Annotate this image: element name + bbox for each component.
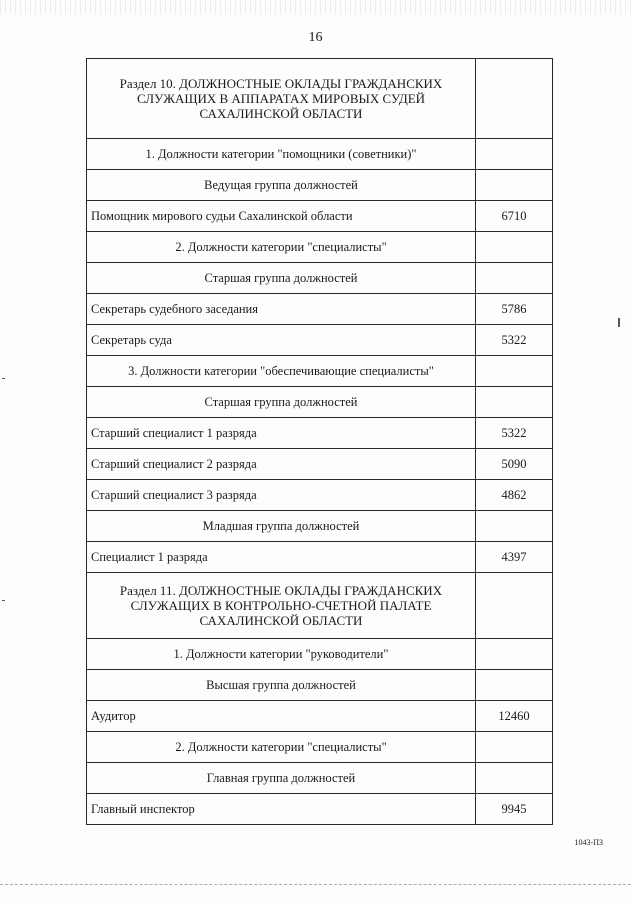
position-name: Главный инспектор (87, 794, 476, 825)
section-title-line: Раздел 10. ДОЛЖНОСТНЫЕ ОКЛАДЫ ГРАЖДАНСКИХ (119, 76, 443, 91)
salary-value (476, 763, 553, 794)
table-row (87, 387, 553, 418)
category-heading: 2. Должности категории "специалисты" (87, 732, 476, 763)
group-heading: Старшая группа должностей (87, 263, 476, 294)
document-code: 1043-ПЗ (574, 838, 603, 847)
salary-value: 5786 (476, 294, 553, 325)
table-row (87, 170, 553, 201)
section-title-line: Раздел 11. ДОЛЖНОСТНЫЕ ОКЛАДЫ ГРАЖДАНСКИХ (119, 583, 443, 598)
position-name: Старший специалист 2 разряда (87, 449, 476, 480)
salary-value (476, 263, 553, 294)
section-title-line: СЛУЖАЩИХ В КОНТРОЛЬНО-СЧЕТНОЙ ПАЛАТЕ (130, 598, 432, 613)
empty-value-cell (476, 573, 553, 639)
position-name: Старший специалист 3 разряда (87, 480, 476, 511)
group-heading: Главная группа должностей (87, 763, 476, 794)
salary-value (476, 511, 553, 542)
salary-value: 5090 (476, 449, 553, 480)
group-heading: Старшая группа должностей (87, 387, 476, 418)
salary-value (476, 387, 553, 418)
table-row (87, 670, 553, 701)
section-11-header-row (87, 573, 553, 639)
position-name: Специалист 1 разряда (87, 542, 476, 573)
empty-value-cell (476, 59, 553, 139)
table-row (87, 542, 553, 573)
category-heading: 1. Должности категории "помощники (советники)" (87, 139, 476, 170)
table-row (87, 294, 553, 325)
salary-value (476, 232, 553, 263)
group-heading: Младшая группа должностей (87, 511, 476, 542)
position-name: Аудитор (87, 701, 476, 732)
table-row (87, 356, 553, 387)
category-heading: 1. Должности категории "руководители" (87, 639, 476, 670)
section-title-line: СЛУЖАЩИХ В АППАРАТАХ МИРОВЫХ СУДЕЙ (136, 91, 426, 106)
table-row (87, 732, 553, 763)
salary-value (476, 356, 553, 387)
category-heading: 2. Должности категории "специалисты" (87, 232, 476, 263)
position-name: Старший специалист 1 разряда (87, 418, 476, 449)
table-row (87, 232, 553, 263)
salary-value: 6710 (476, 201, 553, 232)
table-row (87, 701, 553, 732)
category-heading: 3. Должности категории "обеспечивающие специалисты" (87, 356, 476, 387)
group-heading: Ведущая группа должностей (87, 170, 476, 201)
scan-mark (2, 600, 5, 601)
section-title-line: САХАЛИНСКОЙ ОБЛАСТИ (199, 106, 363, 121)
table-row (87, 763, 553, 794)
position-name: Секретарь суда (87, 325, 476, 356)
table-row (87, 325, 553, 356)
position-name: Помощник мирового судьи Сахалинской области (87, 201, 476, 232)
table-row (87, 201, 553, 232)
group-heading: Высшая группа должностей (87, 670, 476, 701)
table-row (87, 418, 553, 449)
table-row (87, 794, 553, 825)
table-row (87, 449, 553, 480)
salary-value (476, 139, 553, 170)
salary-value: 12460 (476, 701, 553, 732)
scan-mark (618, 318, 620, 327)
section-11-title (87, 573, 476, 639)
position-name: Секретарь судебного заседания (87, 294, 476, 325)
table-row (87, 480, 553, 511)
salary-value: 4862 (476, 480, 553, 511)
salary-value (476, 670, 553, 701)
table-row (87, 511, 553, 542)
section-10-header-row (87, 59, 553, 139)
salary-value: 5322 (476, 325, 553, 356)
salary-value: 9945 (476, 794, 553, 825)
scan-noise-top (0, 0, 631, 14)
salary-value (476, 732, 553, 763)
section-title-line: САХАЛИНСКОЙ ОБЛАСТИ (199, 613, 363, 628)
scan-mark (2, 378, 5, 379)
salary-value: 5322 (476, 418, 553, 449)
salary-table (86, 58, 553, 825)
table-row (87, 639, 553, 670)
page-number: 16 (308, 30, 323, 45)
table-row (87, 263, 553, 294)
scan-noise-bottom (0, 884, 631, 895)
salary-value: 4397 (476, 542, 553, 573)
salary-value (476, 170, 553, 201)
section-10-title (87, 59, 476, 139)
salary-value (476, 639, 553, 670)
table-row (87, 139, 553, 170)
